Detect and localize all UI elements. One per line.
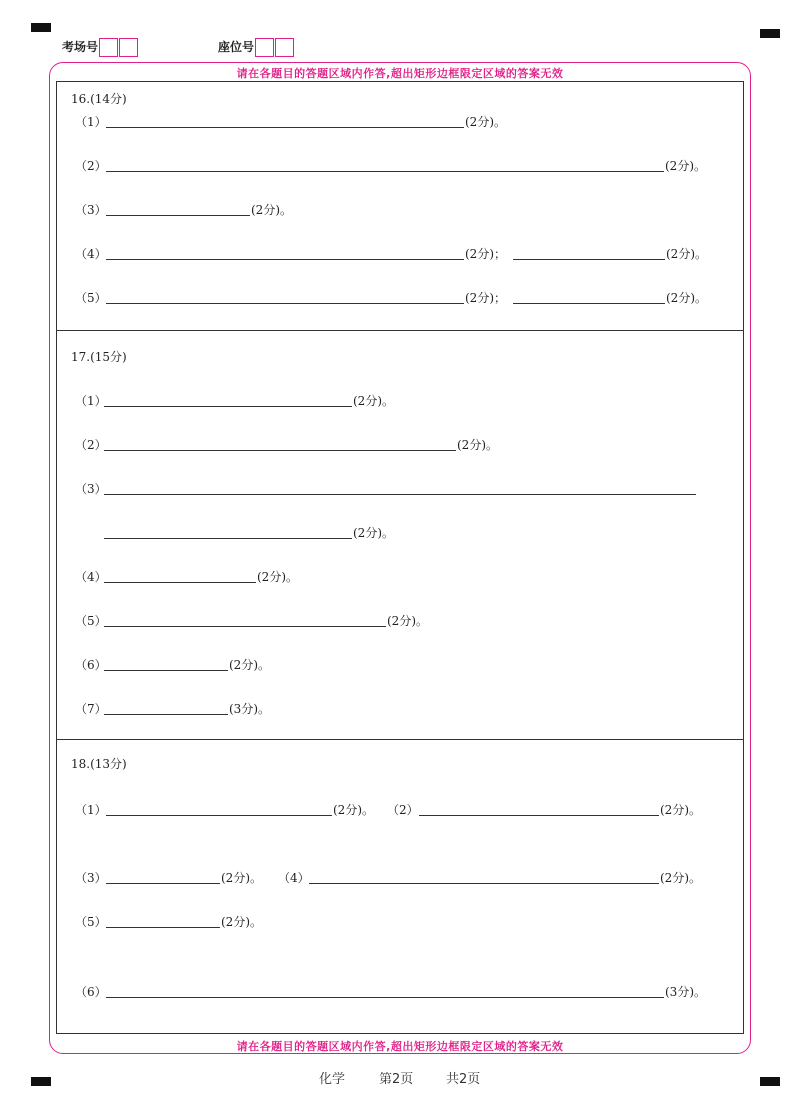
seat-number-label: 座位号 [218, 40, 255, 54]
seat-number-box[interactable] [275, 38, 294, 57]
q18-part-1-answer-line[interactable] [106, 815, 332, 816]
q16-part-4-answer-line-b[interactable] [513, 259, 665, 260]
q18-part-6-answer-line[interactable] [106, 997, 664, 998]
q18-part-3-label: （3） [75, 871, 107, 885]
q16-part-1-label: （1） [75, 115, 107, 129]
question-17-title: 17.(15分) [71, 350, 127, 364]
q17-part-3-label: （3） [75, 482, 107, 496]
footer-subject: 化学 [319, 1072, 346, 1087]
registration-mark-bottom-left [31, 1077, 51, 1086]
q16-part-3-answer-line[interactable] [106, 215, 250, 216]
q16-part-3-label: （3） [75, 203, 107, 217]
q17-part-5-answer-line[interactable] [104, 626, 386, 627]
footer-total-pages: 共2页 [446, 1072, 481, 1087]
q18-part-4-score: (2分)。 [660, 871, 701, 885]
q17-part-4-answer-line[interactable] [104, 582, 256, 583]
q17-part-1-answer-line[interactable] [104, 406, 352, 407]
q17-part-7-answer-line[interactable] [104, 714, 228, 715]
q16-part-2-answer-line[interactable] [106, 171, 664, 172]
q17-part-5-label: （5） [75, 614, 107, 628]
q16-part-5-answer-line-a[interactable] [106, 303, 464, 304]
q17-part-4-score: (2分)。 [257, 570, 298, 584]
q17-part-2-answer-line[interactable] [104, 450, 456, 451]
q16-part-5-answer-line-b[interactable] [513, 303, 665, 304]
q17-part-4-label: （4） [75, 570, 107, 584]
q17-part-2-score: (2分)。 [457, 438, 498, 452]
q16-part-2-score: (2分)。 [665, 159, 706, 173]
q18-part-3-answer-line[interactable] [106, 883, 220, 884]
q16-part-5-score-a: (2分)； [465, 291, 506, 305]
q17-part-1-label: （1） [75, 394, 107, 408]
seat-number-box[interactable] [255, 38, 274, 57]
q18-part-2-answer-line[interactable] [419, 815, 659, 816]
q17-part-7-score: (3分)。 [229, 702, 270, 716]
q16-part-4-label: （4） [75, 247, 107, 261]
question-16-title: 16.(14分) [71, 92, 127, 106]
q17-part-2-label: （2） [75, 438, 107, 452]
footer-page-number: 第2页 [379, 1072, 414, 1087]
q18-part-6-score: (3分)。 [665, 985, 706, 999]
q18-part-1-label: （1） [75, 803, 107, 817]
q16-part-4-answer-line-a[interactable] [106, 259, 464, 260]
seat-number-field [218, 38, 294, 57]
exam-room-label: 考场号 [62, 40, 99, 54]
q17-part-3-score: (2分)。 [353, 526, 394, 540]
q17-part-7-label: （7） [75, 702, 107, 716]
q17-part-3-answer-line-b[interactable] [104, 538, 352, 539]
q18-part-5-answer-line[interactable] [106, 927, 220, 928]
q16-part-5-label: （5） [75, 291, 107, 305]
question-16-section [57, 82, 743, 331]
q18-part-5-score: (2分)。 [221, 915, 262, 929]
registration-mark-top-right [760, 29, 780, 38]
exam-room-box[interactable] [99, 38, 118, 57]
q16-part-2-label: （2） [75, 159, 107, 173]
q17-part-6-score: (2分)。 [229, 658, 270, 672]
q16-part-4-score-b: (2分)。 [666, 247, 707, 261]
q16-part-4-score-a: (2分)； [465, 247, 506, 261]
q18-part-6-label: （6） [75, 985, 107, 999]
q17-part-5-score: (2分)。 [387, 614, 428, 628]
q18-part-4-label: （4） [278, 871, 310, 885]
q18-part-4-answer-line[interactable] [309, 883, 659, 884]
q18-part-1-score: (2分)。 [333, 803, 374, 817]
q16-part-1-answer-line[interactable] [106, 127, 464, 128]
registration-mark-top-left [31, 23, 51, 32]
registration-mark-bottom-right [760, 1077, 780, 1086]
q18-part-2-score: (2分)。 [660, 803, 701, 817]
notice-top: 请在各题目的答题区域内作答,超出矩形边框限定区域的答案无效 [236, 67, 564, 80]
exam-room-box[interactable] [119, 38, 138, 57]
exam-room-field [62, 38, 138, 57]
notice-bottom: 请在各题目的答题区域内作答,超出矩形边框限定区域的答案无效 [236, 1040, 564, 1053]
q18-part-5-label: （5） [75, 915, 107, 929]
q16-part-1-score: (2分)。 [465, 115, 506, 129]
q17-part-1-score: (2分)。 [353, 394, 394, 408]
answer-box [56, 81, 744, 1034]
question-18-section [57, 740, 743, 1033]
q17-part-3-answer-line-a[interactable] [104, 494, 696, 495]
q17-part-6-label: （6） [75, 658, 107, 672]
q17-part-6-answer-line[interactable] [104, 670, 228, 671]
question-18-title: 18.(13分) [71, 757, 127, 771]
q16-part-3-score: (2分)。 [251, 203, 292, 217]
q18-part-2-label: （2） [387, 803, 419, 817]
question-17-section [57, 331, 743, 740]
q18-part-3-score: (2分)。 [221, 871, 262, 885]
q16-part-5-score-b: (2分)。 [666, 291, 707, 305]
